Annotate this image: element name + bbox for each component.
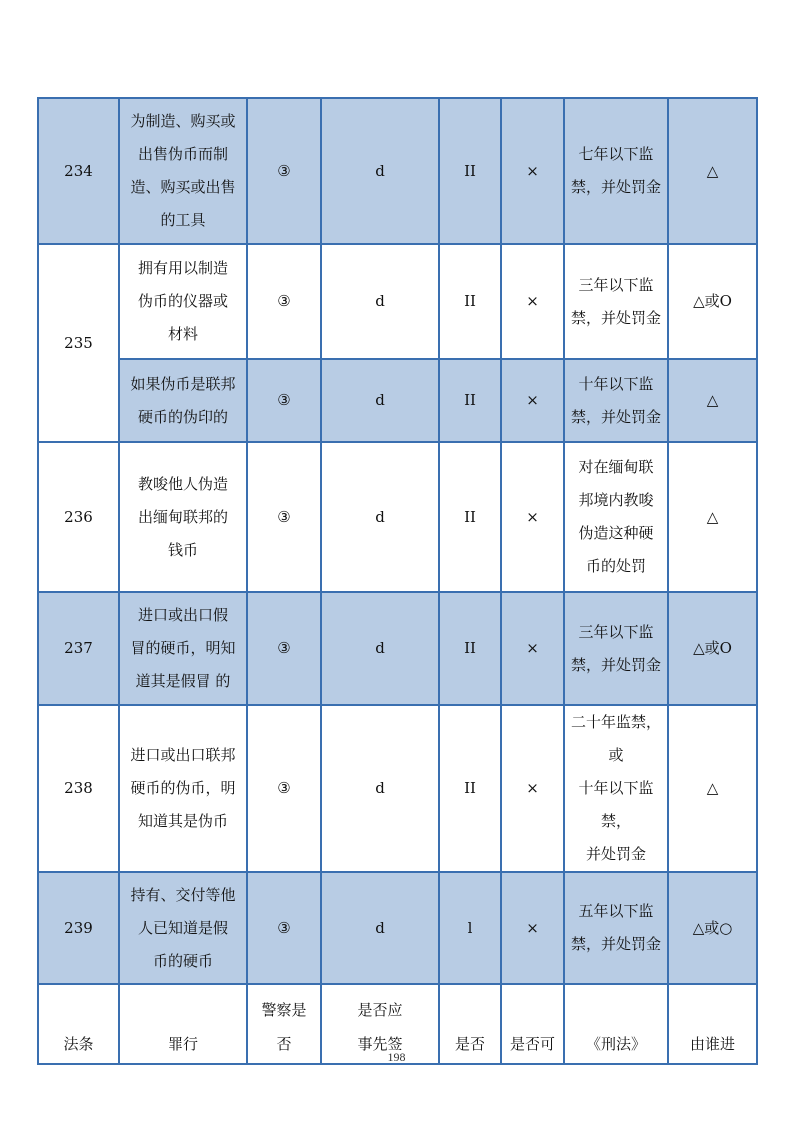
table-row — [38, 244, 757, 359]
table-row — [38, 98, 757, 244]
sign-cell: d — [321, 244, 439, 359]
type-cell: II — [439, 705, 501, 872]
compound-cell: × — [501, 872, 564, 984]
type-cell: II — [439, 442, 501, 592]
trial-by-cell: △ — [668, 359, 757, 442]
penalty-cell: 十年以下监 禁，并处罚金 — [564, 359, 668, 442]
type-cell: II — [439, 98, 501, 244]
sign-cell: d — [321, 442, 439, 592]
type-cell: II — [439, 592, 501, 705]
article-cell: 237 — [38, 592, 119, 705]
police-cell: ③ — [247, 705, 321, 872]
police-cell: ③ — [247, 244, 321, 359]
header-crime: 罪行 — [119, 984, 247, 1064]
compound-cell: × — [501, 98, 564, 244]
article-cell: 238 — [38, 705, 119, 872]
sign-cell: d — [321, 705, 439, 872]
header-police: 警察是 否 — [247, 984, 321, 1064]
penalty-cell: 三年以下监 禁，并处罚金 — [564, 244, 668, 359]
table-row — [38, 442, 757, 592]
header-type: 是否 — [439, 984, 501, 1064]
penalty-cell: 三年以下监 禁，并处罚金 — [564, 592, 668, 705]
trial-by-cell: △或O — [668, 244, 757, 359]
crime-cell: 为制造、购买或 出售伪币而制 造、购买或出售 的工具 — [119, 98, 247, 244]
police-cell: ③ — [247, 98, 321, 244]
crime-cell: 进口或出口假 冒的硬币，明知 道其是假冒 的 — [119, 592, 247, 705]
type-cell: II — [439, 359, 501, 442]
crime-cell: 教唆他人伪造 出缅甸联邦的 钱币 — [119, 442, 247, 592]
sign-cell: d — [321, 872, 439, 984]
police-cell: ③ — [247, 592, 321, 705]
law-table — [37, 97, 758, 1065]
sign-cell: d — [321, 359, 439, 442]
compound-cell: × — [501, 442, 564, 592]
article-cell: 234 — [38, 98, 119, 244]
type-cell: l — [439, 872, 501, 984]
penalty-cell: 七年以下监 禁，并处罚金 — [564, 98, 668, 244]
penalty-cell: 五年以下监 禁，并处罚金 — [564, 872, 668, 984]
header-sign: 是否应 事先签 — [321, 984, 439, 1064]
compound-cell: × — [501, 244, 564, 359]
header-compound: 是否可 — [501, 984, 564, 1064]
table-row — [38, 592, 757, 705]
article-cell: 235 — [38, 244, 119, 442]
compound-cell: × — [501, 705, 564, 872]
penalty-cell: 二十年监禁，或 十年以下监禁， 并处罚金 — [564, 705, 668, 872]
article-cell: 236 — [38, 442, 119, 592]
trial-by-cell: △或○ — [668, 872, 757, 984]
article-cell: 239 — [38, 872, 119, 984]
table-row — [38, 872, 757, 984]
trial-by-cell: △ — [668, 98, 757, 244]
page-number: 198 — [387, 1050, 406, 1064]
header-penalty: 《刑法》 — [564, 984, 668, 1064]
compound-cell: × — [501, 359, 564, 442]
trial-by-cell: △或O — [668, 592, 757, 705]
trial-by-cell: △ — [668, 705, 757, 872]
table-row — [38, 705, 757, 872]
crime-cell: 持有、交付等他 人已知道是假 币的硬币 — [119, 872, 247, 984]
type-cell: II — [439, 244, 501, 359]
crime-cell: 如果伪币是联邦 硬币的伪印的 — [119, 359, 247, 442]
police-cell: ③ — [247, 442, 321, 592]
sign-cell: d — [321, 98, 439, 244]
police-cell: ③ — [247, 872, 321, 984]
header-trial-by: 由谁进 — [668, 984, 757, 1064]
header-article: 法条 — [38, 984, 119, 1064]
sign-cell: d — [321, 592, 439, 705]
table-row — [38, 359, 757, 442]
crime-cell: 进口或出口联邦 硬币的伪币，明 知道其是伪币 — [119, 705, 247, 872]
crime-cell: 拥有用以制造 伪币的仪器或 材料 — [119, 244, 247, 359]
police-cell: ③ — [247, 359, 321, 442]
penalty-cell: 对在缅甸联 邦境内教唆 伪造这种硬 币的处罚 — [564, 442, 668, 592]
trial-by-cell: △ — [668, 442, 757, 592]
compound-cell: × — [501, 592, 564, 705]
